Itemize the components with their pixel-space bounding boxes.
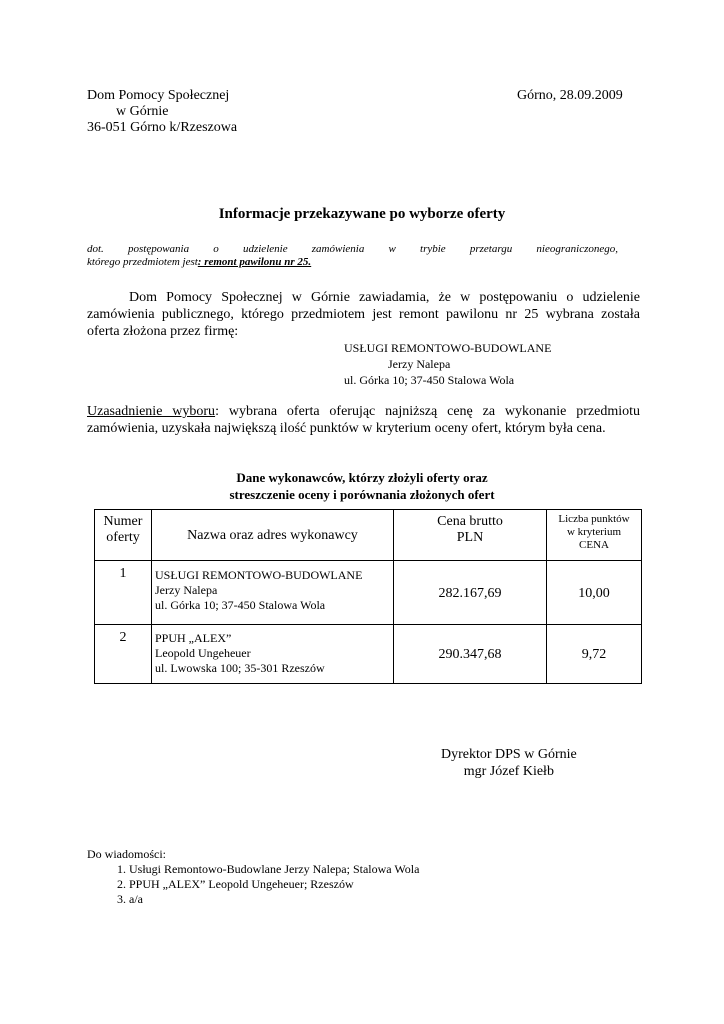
table-header-row	[95, 510, 642, 561]
justification-line-1	[87, 403, 640, 420]
notice-line-2: zamówienia publicznego, którego przedmiotem jest remont pawilonu nr 25 wybrana została	[87, 307, 640, 322]
notice-line-3: oferta złożona przez firmę:	[87, 324, 239, 339]
place-date: Górno, 28.09.2009	[517, 88, 623, 103]
reference-line-2: którego przedmiotem jest	[87, 256, 198, 268]
header-number-line-2: oferty	[106, 530, 140, 545]
header-points-line-3: CENA	[579, 539, 609, 551]
sender-address	[87, 88, 237, 136]
header-price	[394, 510, 547, 561]
signature-name: mgr Józef Kiełb	[463, 764, 554, 779]
table-row	[95, 625, 642, 684]
selected-contractor	[344, 340, 551, 388]
header-price-line-1: Cena brutto	[437, 514, 503, 529]
header-points	[547, 510, 642, 561]
row-points	[547, 625, 642, 684]
distribution-items	[87, 862, 419, 907]
sender-name: Dom Pomocy Społecznej	[87, 88, 230, 103]
signature-title: Dyrektor DPS w Górnie	[441, 747, 577, 762]
row-contractor	[152, 561, 394, 625]
list-item: 1. Usługi Remontowo-Budowlane Jerzy Nalepa; Stalowa Wola	[129, 862, 419, 877]
row-price	[394, 561, 547, 625]
row-points	[547, 561, 642, 625]
row-offer-number	[95, 625, 152, 684]
offer-points: 9,72	[581, 647, 607, 662]
list-item: 3. a/a	[129, 892, 419, 907]
selected-contractor-address: ul. Górka 10; 37-450 Stalowa Wola	[344, 373, 515, 387]
justification-paragraph	[87, 403, 640, 437]
notice-paragraph	[87, 289, 640, 340]
contractor-name: USŁUGI REMONTOWO-BUDOWLANE	[155, 568, 363, 582]
sender-city: w Górnie	[116, 104, 169, 119]
reference-line-1: dot. postępowania o udzielenie zamówienia w trybie przetargu nieograniczonego,	[87, 243, 618, 255]
offer-number: 1	[119, 566, 127, 581]
notice-line-1: Dom Pomocy Społecznej w Górnie zawiadamia, że w postępowaniu o udzielenie	[129, 290, 640, 305]
header-price-line-2: PLN	[456, 530, 484, 545]
selected-contractor-name: USŁUGI REMONTOWO-BUDOWLANE	[344, 341, 552, 355]
reference-subject: : remont pawilonu nr 25.	[197, 256, 312, 268]
justification-line-2: zamówienia, uzyskała największą ilość punktów w kryterium oceny ofert, którym była cena.	[87, 421, 606, 436]
sender-postal: 36-051 Górno k/Rzeszowa	[87, 120, 238, 135]
offer-number: 2	[119, 630, 127, 645]
reference-note	[87, 243, 618, 269]
row-contractor	[152, 625, 394, 684]
offer-price: 282.167,69	[438, 585, 502, 601]
header-offer-number	[95, 510, 152, 561]
contractor-person: Leopold Ungeheuer	[155, 646, 251, 660]
list-item: 2. PPUH „ALEX” Leopold Ungeheuer; Rzeszów	[129, 877, 419, 892]
row-offer-number	[95, 561, 152, 625]
contractor-address: ul. Górka 10; 37-450 Stalowa Wola	[155, 598, 326, 612]
contractor-address: ul. Lwowska 100; 35-301 Rzeszów	[155, 661, 325, 675]
table-title	[0, 469, 724, 503]
header-contractor	[152, 510, 394, 561]
selected-contractor-person: Jerzy Nalepa	[388, 357, 451, 371]
offer-points: 10,00	[578, 585, 610, 601]
table-title-line-2: streszczenie oceny i porównania złożonych ofert	[229, 487, 495, 502]
contractor-person: Jerzy Nalepa	[155, 583, 218, 597]
distribution-list	[87, 847, 419, 907]
offer-price: 290.347,68	[438, 647, 502, 662]
distribution-label: Do wiadomości:	[87, 847, 166, 861]
signature-block	[441, 746, 577, 780]
contractor-name: PPUH „ALEX”	[155, 631, 232, 645]
justification-label: Uzasadnienie wyboru	[87, 404, 216, 419]
table-row	[95, 561, 642, 625]
header-points-line-1: Liczba punktów	[558, 513, 630, 525]
row-price	[394, 625, 547, 684]
offers-table	[94, 509, 642, 684]
document-title: Informacje przekazywane po wyborze oferty	[218, 206, 506, 222]
header-number-line-1: Numer	[103, 514, 143, 529]
header-contractor-label: Nazwa oraz adres wykonawcy	[187, 528, 358, 543]
justification-text-1: : wybrana oferta oferując najniższą cenę za wykonanie przedmiotu	[215, 404, 640, 419]
header-points-line-2: w kryterium	[566, 526, 622, 538]
table-title-line-1: Dane wykonawców, którzy złożyli oferty oraz	[236, 470, 488, 485]
